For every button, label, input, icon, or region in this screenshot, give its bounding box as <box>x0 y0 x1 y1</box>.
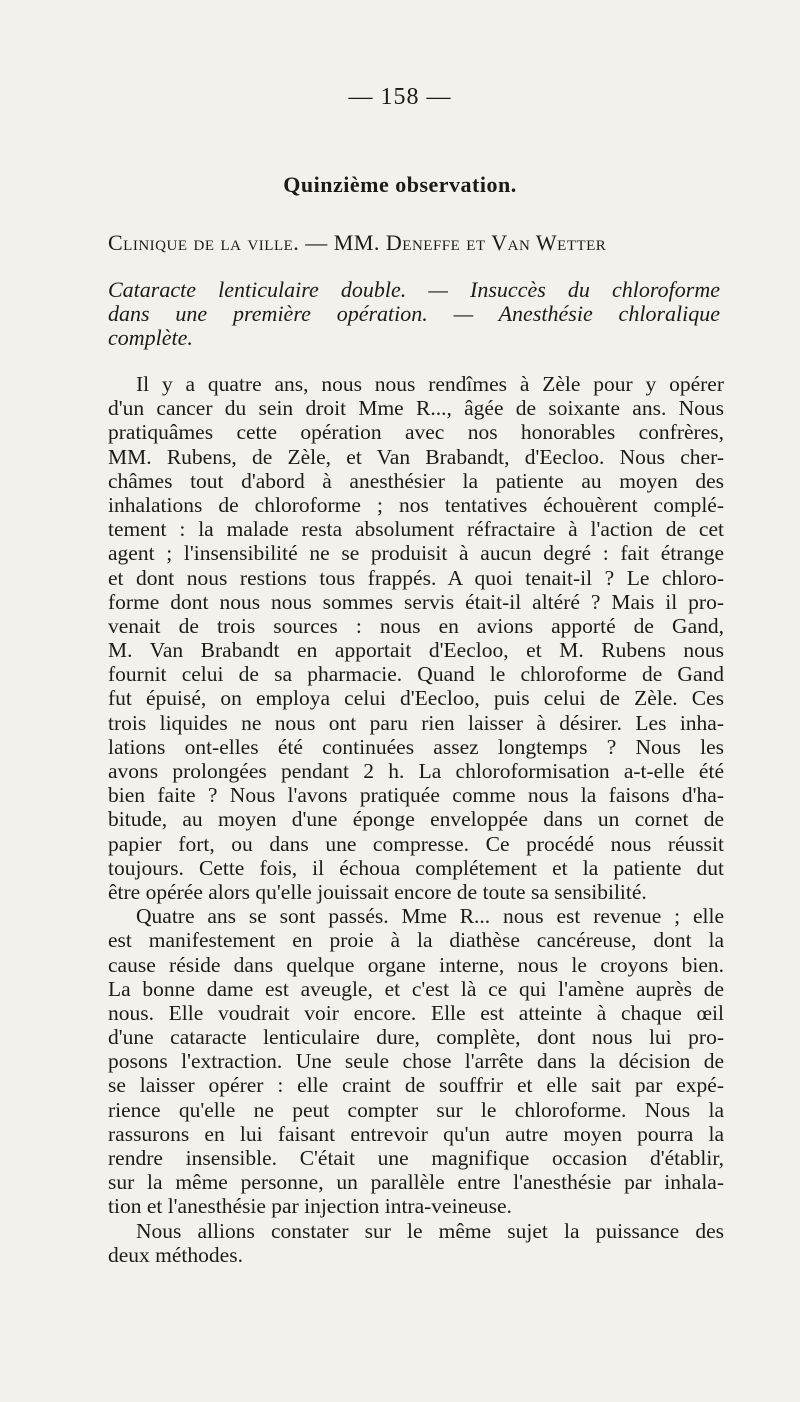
paragraph-2-line: cause réside dans quelque organe interne, nous le croyons bien. <box>108 952 724 977</box>
paragraph-2-line: La bonne dame est aveugle, et c'est là ce qui l'amène auprès de <box>108 976 724 1001</box>
paragraph-1-line: toujours. Cette fois, il échoua complétement et la patiente dut <box>108 855 724 880</box>
paragraph-1-line: bien faite ? Nous l'avons pratiquée comme nous la faisons d'ha- <box>108 783 724 808</box>
paragraph-1-line: tement : la malade resta absolument réfractaire à l'action de cet <box>108 517 724 542</box>
paragraph-3-line: deux méthodes. <box>108 1242 243 1267</box>
summary-line: dans une première opération. — Anesthésie chloralique <box>108 301 720 326</box>
paragraph-2-line: est manifestement en proie à la diathèse cancéreuse, dont la <box>108 928 724 953</box>
case-summary <box>108 278 720 350</box>
paragraph-1-line: MM. Rubens, de Zèle, et Van Brabandt, d'Eecloo. Nous cher- <box>108 444 724 469</box>
paragraph-1-line: être opérée alors qu'elle jouissait encore de toute sa sensibilité. <box>108 879 647 904</box>
paragraph-2-line: nous. Elle voudrait voir encore. Elle est atteinte à chaque œil <box>108 1000 724 1025</box>
page-number: — 158 — <box>348 84 452 110</box>
body-text <box>108 372 724 1267</box>
paragraph-3-line: Nous allions constater sur le même sujet la puissance des <box>136 1218 724 1243</box>
paragraph-1-line: bitude, au moyen d'une éponge enveloppée dans un cornet de <box>108 807 724 832</box>
paragraph-2-line: rendre insensible. C'était une magnifique occasion d'établir, <box>108 1146 724 1170</box>
paragraph-1-line: fut épuisé, on employa celui d'Eecloo, puis celui de Zèle. Ces <box>108 686 724 711</box>
paragraph-1-line: M. Van Brabandt en apportait d'Eecloo, et M. Rubens nous <box>108 638 724 663</box>
paragraph-1-line: trois liquides ne nous ont paru rien laisser à désirer. Les inha- <box>108 710 724 735</box>
observation-title: Quinzième observation. <box>283 172 517 197</box>
paragraph-2-line: tion et l'anesthésie par injection intra-veineuse. <box>108 1194 512 1219</box>
paragraph-1-line: avons prolongées pendant 2 h. La chloroformisation a-t-elle été <box>108 759 724 783</box>
paragraph-2-line: Quatre ans se sont passés. Mme R... nous est revenue ; elle <box>136 904 724 929</box>
summary-line: complète. <box>108 325 193 350</box>
paragraph-1-line: venait de trois sources : nous en avions apporté de Gand, <box>108 613 724 638</box>
paragraph-2-line: rassurons en lui faisant entrevoir qu'un autre moyen pourra la <box>108 1121 724 1146</box>
paragraph-1-line: châmes tout d'abord à anesthésier la patiente au moyen des <box>108 468 724 493</box>
paragraph-1-line: papier fort, ou dans une compresse. Ce procédé nous réussit <box>108 831 724 856</box>
paragraph-2-line: rience qu'elle ne peut compter sur le chloroforme. Nous la <box>108 1097 724 1122</box>
paragraph-1-line: agent ; l'insensibilité ne se produisit à aucun degré : fait étrange <box>108 541 724 566</box>
paragraph-1-line: fournit celui de sa pharmacie. Quand le chloroforme de Gand <box>108 662 724 687</box>
paragraph-2-line: sur la même personne, un parallèle entre l'anesthésie par inhala- <box>108 1170 724 1195</box>
paragraph-1-line: Il y a quatre ans, nous nous rendîmes à Zèle pour y opérer <box>136 372 724 396</box>
paragraph-2-line: d'une cataracte lenticulaire dure, complète, dont nous lui pro- <box>108 1025 724 1050</box>
summary-line: Cataracte lenticulaire double. — Insuccès du chloroforme <box>108 277 720 302</box>
paragraph-2-line: se laisser opérer : elle craint de souffrir et elle sait par expé- <box>108 1073 724 1098</box>
paragraph-1-line: pratiquâmes cette opération avec nos honorables confrères, <box>108 420 724 445</box>
paragraph-1-line: inhalations de chloroforme ; nos tentatives échouèrent complé- <box>108 492 724 517</box>
clinic-heading: Clinique de la ville. — MM. Deneffe et Van Wetter <box>108 230 607 255</box>
paragraph-1-line: lations ont-elles été continuées assez longtemps ? Nous les <box>108 734 724 759</box>
paragraph-1-line: et dont nous restions tous frappés. A quoi tenait-il ? Le chloro- <box>108 565 724 590</box>
paragraph-1-line: d'un cancer du sein droit Mme R..., âgée de soixante ans. Nous <box>108 396 724 421</box>
paragraph-2-line: posons l'extraction. Une seule chose l'arrête dans la décision de <box>108 1049 724 1074</box>
paragraph-1-line: forme dont nous nous sommes servis était-il altéré ? Mais il pro- <box>108 589 724 614</box>
